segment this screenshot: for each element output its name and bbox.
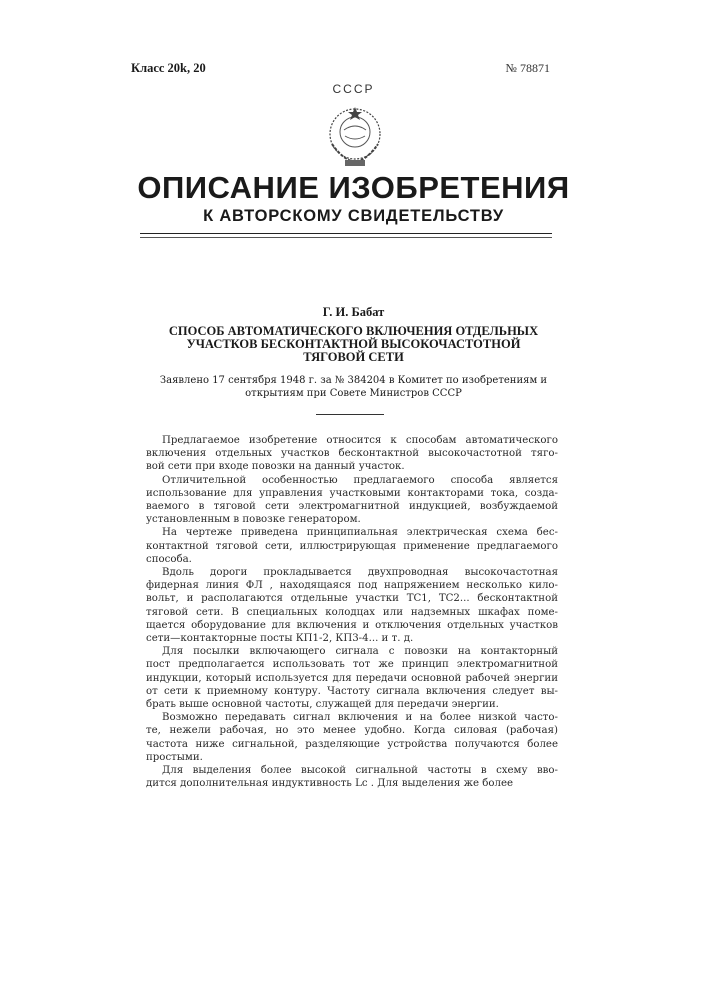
author-name: Г. И. Бабат	[0, 305, 707, 320]
section-divider	[316, 414, 384, 415]
paragraph-line: простыми.	[146, 751, 558, 764]
paragraph	[146, 711, 558, 764]
paragraph-line: включения отдельных участков бесконтактной высокочастотной тяго-	[146, 447, 558, 460]
country-label: СССР	[0, 82, 707, 96]
paragraph-line: Предлагаемое изобретение относится к способам автоматического	[146, 434, 558, 447]
paragraph	[146, 645, 558, 711]
paragraph	[146, 434, 558, 474]
invention-title-line: ТЯГОВОЙ СЕТИ	[0, 351, 707, 364]
paragraph-line: Вдоль дороги прокладывается двухпроводная высокочастотная	[146, 566, 558, 579]
paragraph-line: ваемого в тяговой сети электромагнитной индукцией, возбуждаемой	[146, 500, 558, 513]
paragraph-line: контактной тяговой сети, иллюстрирующая применение предлагаемого	[146, 540, 558, 553]
invention-title	[0, 325, 707, 364]
paragraph	[146, 526, 558, 566]
filing-line: Заявлено 17 сентября 1948 г. за № 384204 в Комитет по изобретениям и	[0, 374, 707, 387]
paragraph-line: брать выше основной частоты, служащей для передачи энергии.	[146, 698, 558, 711]
paragraph	[146, 764, 558, 790]
paragraph-line: фидерная линия ФЛ , находящаяся под напряжением несколько кило-	[146, 579, 558, 592]
paragraph-line: щается оборудование для включения и отключения отдельных участков	[146, 619, 558, 632]
paragraph-line: На чертеже приведена принципиальная электрическая схема бес-	[146, 526, 558, 539]
invention-title-line: СПОСОБ АВТОМАТИЧЕСКОГО ВКЛЮЧЕНИЯ ОТДЕЛЬНЫХ	[0, 325, 707, 338]
paragraph-line: те, нежели рабочая, но это менее удобно. Когда силовая (рабочая)	[146, 724, 558, 737]
ussr-emblem-icon	[315, 104, 395, 174]
paragraph-line: способа.	[146, 553, 558, 566]
paragraph-line: Для посылки включающего сигнала с повозки на контакторный	[146, 645, 558, 658]
paragraph-line: использование для управления участковыми контакторами тока, созда-	[146, 487, 558, 500]
document-subtitle: К АВТОРСКОМУ СВИДЕТЕЛЬСТВУ	[0, 207, 707, 226]
paragraph	[146, 474, 558, 527]
paragraph-line: установленным в повозке генератором.	[146, 513, 558, 526]
paragraph-line: дится дополнительная индуктивность Lc . Для выделения же более	[146, 777, 558, 790]
paragraph-line: вольт, и располагаются отдельные участки ТС1, ТС2... бесконтактной	[146, 592, 558, 605]
invention-title-line: УЧАСТКОВ БЕСКОНТАКТНОЙ ВЫСОКОЧАСТОТНОЙ	[0, 338, 707, 351]
paragraph-line: сети—контакторные посты КП1-2, КП3-4... и т. д.	[146, 632, 558, 645]
paragraph-line: Для выделения более высокой сигнальной частоты в схему вво-	[146, 764, 558, 777]
paragraph-line: индукции, который используется для передачи основной рабочей энергии	[146, 672, 558, 685]
patent-class: Класс 20k, 20	[131, 61, 206, 76]
paragraph-line: вой сети при входе повозки на данный участок.	[146, 460, 558, 473]
document-title: ОПИСАНИЕ ИЗОБРЕТЕНИЯ	[0, 170, 707, 206]
paragraph-line: Отличительной особенностью предлагаемого способа является	[146, 474, 558, 487]
filing-info	[0, 374, 707, 400]
paragraph-line: тяговой сети. В специальных колодцах или надземных шкафах поме-	[146, 606, 558, 619]
paragraph-line: частота ниже сигнальной, разделяющие устройства получаются более	[146, 738, 558, 751]
paragraph-line: пост предполагается использовать тот же принцип электромагнитной	[146, 658, 558, 671]
paragraph-line: от сети к приемному контуру. Частоту сигнала включения следует вы-	[146, 685, 558, 698]
header-divider	[140, 233, 552, 238]
patent-number: № 78871	[500, 61, 550, 76]
paragraph-line: Возможно передавать сигнал включения и на более низкой часто-	[146, 711, 558, 724]
filing-line: открытиям при Совете Министров СССР	[0, 387, 707, 400]
paragraph	[146, 566, 558, 645]
document-body	[146, 434, 558, 790]
